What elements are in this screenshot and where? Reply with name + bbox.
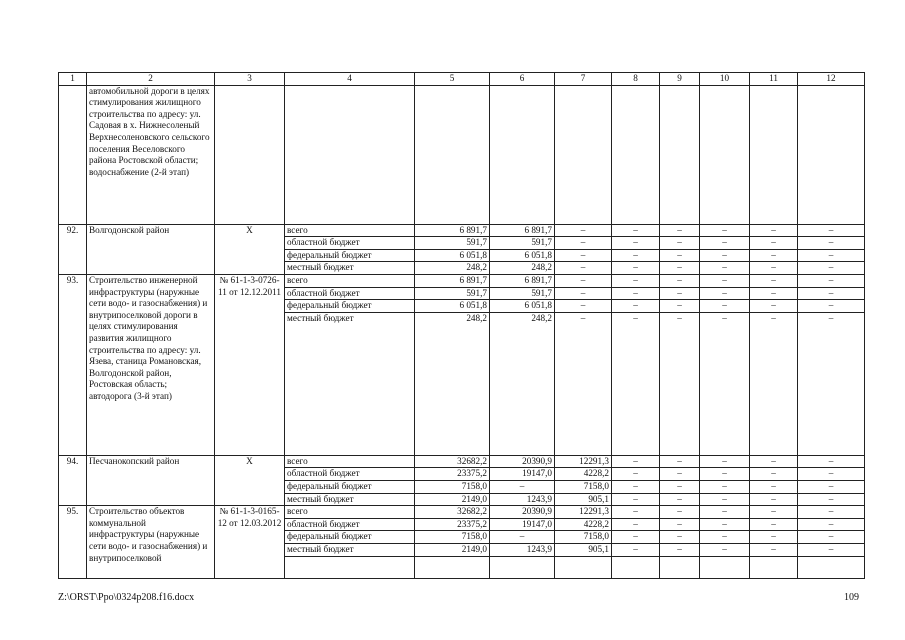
value-cell: –: [700, 287, 750, 300]
value-cell: –: [555, 249, 612, 262]
row-number: 95.: [59, 506, 87, 578]
value-cell: 12291,3: [555, 455, 612, 468]
column-header: 6: [490, 73, 555, 86]
value-cell: –: [612, 455, 660, 468]
value-cell: 23375,2: [415, 468, 490, 481]
value-cell: 6 051,8: [490, 300, 555, 313]
funding-source: федеральный бюджет: [285, 531, 415, 544]
value-cell: –: [660, 480, 700, 493]
value-cell: 248,2: [415, 312, 490, 455]
value-cell: 4228,2: [555, 468, 612, 481]
value-cell: –: [798, 480, 865, 493]
value-cell: 4228,2: [555, 518, 612, 531]
value-cell: –: [700, 300, 750, 313]
value-cell: 20390,9: [490, 506, 555, 519]
column-header: 5: [415, 73, 490, 86]
column-header: 2: [87, 73, 215, 86]
value-cell: –: [750, 506, 798, 519]
value-cell: 7158,0: [555, 480, 612, 493]
value-cell: –: [660, 468, 700, 481]
value-cell: 905,1: [555, 543, 612, 556]
value-cell: 32682,2: [415, 455, 490, 468]
column-header: 9: [660, 73, 700, 86]
value-cell: –: [700, 224, 750, 237]
value-cell: 591,7: [490, 287, 555, 300]
value-cell: –: [798, 543, 865, 556]
value-cell: –: [660, 455, 700, 468]
funding-source: местный бюджет: [285, 312, 415, 455]
funding-source: федеральный бюджет: [285, 480, 415, 493]
value-cell: –: [750, 249, 798, 262]
value-cell: 7158,0: [415, 480, 490, 493]
value-cell: 2149,0: [415, 543, 490, 556]
value-cell: –: [700, 543, 750, 556]
value-cell: –: [700, 312, 750, 455]
value-cell: –: [660, 274, 700, 287]
column-header: 3: [215, 73, 285, 86]
value-cell: –: [798, 506, 865, 519]
value-cell: –: [612, 262, 660, 275]
value-cell: –: [798, 312, 865, 455]
value-cell: –: [660, 224, 700, 237]
continuation-row: [59, 85, 865, 224]
value-cell: –: [660, 518, 700, 531]
value-cell: –: [798, 455, 865, 468]
table-row: [59, 224, 865, 237]
value-cell: –: [700, 455, 750, 468]
table-row: [59, 506, 865, 519]
funding-source: всего: [285, 455, 415, 468]
value-cell: –: [750, 455, 798, 468]
value-cell: –: [700, 237, 750, 250]
value-cell: –: [660, 531, 700, 544]
value-cell: –: [555, 274, 612, 287]
value-cell: –: [750, 518, 798, 531]
value-cell: 6 051,8: [490, 249, 555, 262]
value-cell: 6 051,8: [415, 249, 490, 262]
value-cell: –: [555, 312, 612, 455]
value-cell: 19147,0: [490, 468, 555, 481]
table-row: [59, 455, 865, 468]
document-number: Х: [215, 224, 285, 274]
value-cell: –: [612, 224, 660, 237]
value-cell: –: [555, 262, 612, 275]
column-header: 1: [59, 73, 87, 86]
value-cell: –: [798, 249, 865, 262]
value-cell: 905,1: [555, 493, 612, 506]
budget-table: [58, 72, 865, 579]
funding-source: всего: [285, 274, 415, 287]
value-cell: –: [660, 287, 700, 300]
value-cell: –: [798, 468, 865, 481]
value-cell: –: [612, 249, 660, 262]
value-cell: –: [660, 312, 700, 455]
value-cell: –: [555, 287, 612, 300]
value-cell: 591,7: [490, 237, 555, 250]
value-cell: –: [660, 237, 700, 250]
value-cell: –: [612, 518, 660, 531]
value-cell: –: [612, 312, 660, 455]
funding-source: местный бюджет: [285, 262, 415, 275]
object-name: Строительство инженерной инфраструктуры (наружные сети водо- и газоснабжения) и внутрипоселковой дороги в целях стимулирования развития жилищного строительства по адресу: ул. Язева, станица Романовская, Волгодонской район, Ростовская область; автодорога (3-й этап): [87, 274, 215, 455]
value-cell: 591,7: [415, 237, 490, 250]
value-cell: –: [700, 518, 750, 531]
object-name: Волгодонской район: [87, 224, 215, 274]
value-cell: 12291,3: [555, 506, 612, 519]
value-cell: 7158,0: [555, 531, 612, 544]
value-cell: –: [555, 300, 612, 313]
value-cell: –: [660, 262, 700, 275]
value-cell: –: [700, 262, 750, 275]
value-cell: 6 891,7: [490, 274, 555, 287]
header-row: [59, 73, 865, 86]
value-cell: –: [490, 531, 555, 544]
value-cell: 1243,9: [490, 543, 555, 556]
funding-source: областной бюджет: [285, 287, 415, 300]
value-cell: 7158,0: [415, 531, 490, 544]
value-cell: –: [798, 531, 865, 544]
value-cell: –: [612, 480, 660, 493]
page-number: 109: [844, 592, 859, 603]
column-header: 7: [555, 73, 612, 86]
row-number: 92.: [59, 224, 87, 274]
value-cell: –: [612, 468, 660, 481]
value-cell: –: [612, 506, 660, 519]
value-cell: –: [700, 480, 750, 493]
document-number: № 61-1-3-0165-12 от 12.03.2012: [215, 506, 285, 578]
value-cell: –: [750, 274, 798, 287]
object-name: Песчанокопский район: [87, 455, 215, 505]
table-row: [59, 274, 865, 287]
value-cell: –: [750, 237, 798, 250]
value-cell: –: [750, 468, 798, 481]
column-header: 4: [285, 73, 415, 86]
footer-file-path: Z:\ORST\Ppo\0324p208.f16.docx: [58, 592, 195, 603]
value-cell: –: [750, 480, 798, 493]
value-cell: –: [750, 224, 798, 237]
value-cell: –: [612, 543, 660, 556]
value-cell: –: [798, 274, 865, 287]
value-cell: –: [700, 468, 750, 481]
column-header: 10: [700, 73, 750, 86]
value-cell: –: [612, 300, 660, 313]
value-cell: 6 891,7: [415, 274, 490, 287]
value-cell: –: [700, 531, 750, 544]
funding-source: областной бюджет: [285, 237, 415, 250]
row-number: 94.: [59, 455, 87, 505]
value-cell: –: [798, 287, 865, 300]
value-cell: –: [555, 237, 612, 250]
document-number: № 61-1-3-0726-11 от 12.12.2011: [215, 274, 285, 455]
value-cell: 1243,9: [490, 493, 555, 506]
value-cell: 2149,0: [415, 493, 490, 506]
object-name: автомобильной дороги в целях стимулирования жилищного строительства по адресу: ул. Садовая в х. Нижнесоленый Верхнесоленовского сельского поселения Веселовского района Ростовской области; водоснабжение (2-й этап): [87, 85, 215, 224]
column-header: 12: [798, 73, 865, 86]
value-cell: 32682,2: [415, 506, 490, 519]
value-cell: –: [700, 249, 750, 262]
value-cell: –: [660, 249, 700, 262]
column-header: 11: [750, 73, 798, 86]
value-cell: –: [612, 493, 660, 506]
value-cell: –: [798, 518, 865, 531]
value-cell: –: [750, 531, 798, 544]
column-header: 8: [612, 73, 660, 86]
funding-source: областной бюджет: [285, 468, 415, 481]
funding-source: всего: [285, 506, 415, 519]
value-cell: –: [750, 262, 798, 275]
value-cell: 6 891,7: [490, 224, 555, 237]
value-cell: –: [798, 262, 865, 275]
funding-source: федеральный бюджет: [285, 249, 415, 262]
value-cell: –: [798, 224, 865, 237]
funding-source: областной бюджет: [285, 518, 415, 531]
value-cell: –: [750, 300, 798, 313]
value-cell: –: [660, 300, 700, 313]
value-cell: 248,2: [490, 262, 555, 275]
value-cell: –: [798, 493, 865, 506]
value-cell: –: [490, 480, 555, 493]
value-cell: –: [750, 543, 798, 556]
value-cell: 20390,9: [490, 455, 555, 468]
funding-source: местный бюджет: [285, 493, 415, 506]
value-cell: 591,7: [415, 287, 490, 300]
value-cell: –: [750, 287, 798, 300]
object-name: Строительство объектов коммунальной инфраструктуры (наружные сети водо- и газоснабжения) и внутрипоселковой: [87, 506, 215, 578]
value-cell: –: [798, 237, 865, 250]
value-cell: –: [700, 506, 750, 519]
value-cell: –: [750, 312, 798, 455]
value-cell: –: [798, 300, 865, 313]
value-cell: –: [612, 287, 660, 300]
funding-source: федеральный бюджет: [285, 300, 415, 313]
value-cell: –: [555, 224, 612, 237]
funding-source: всего: [285, 224, 415, 237]
value-cell: –: [700, 493, 750, 506]
document-number: Х: [215, 455, 285, 505]
value-cell: 6 891,7: [415, 224, 490, 237]
value-cell: –: [660, 506, 700, 519]
value-cell: –: [612, 237, 660, 250]
value-cell: 248,2: [415, 262, 490, 275]
value-cell: 6 051,8: [415, 300, 490, 313]
value-cell: –: [612, 531, 660, 544]
value-cell: 248,2: [490, 312, 555, 455]
value-cell: –: [612, 274, 660, 287]
value-cell: –: [750, 493, 798, 506]
value-cell: –: [660, 543, 700, 556]
value-cell: –: [700, 274, 750, 287]
value-cell: 23375,2: [415, 518, 490, 531]
value-cell: –: [660, 493, 700, 506]
value-cell: 19147,0: [490, 518, 555, 531]
row-number: 93.: [59, 274, 87, 455]
funding-source: местный бюджет: [285, 543, 415, 556]
